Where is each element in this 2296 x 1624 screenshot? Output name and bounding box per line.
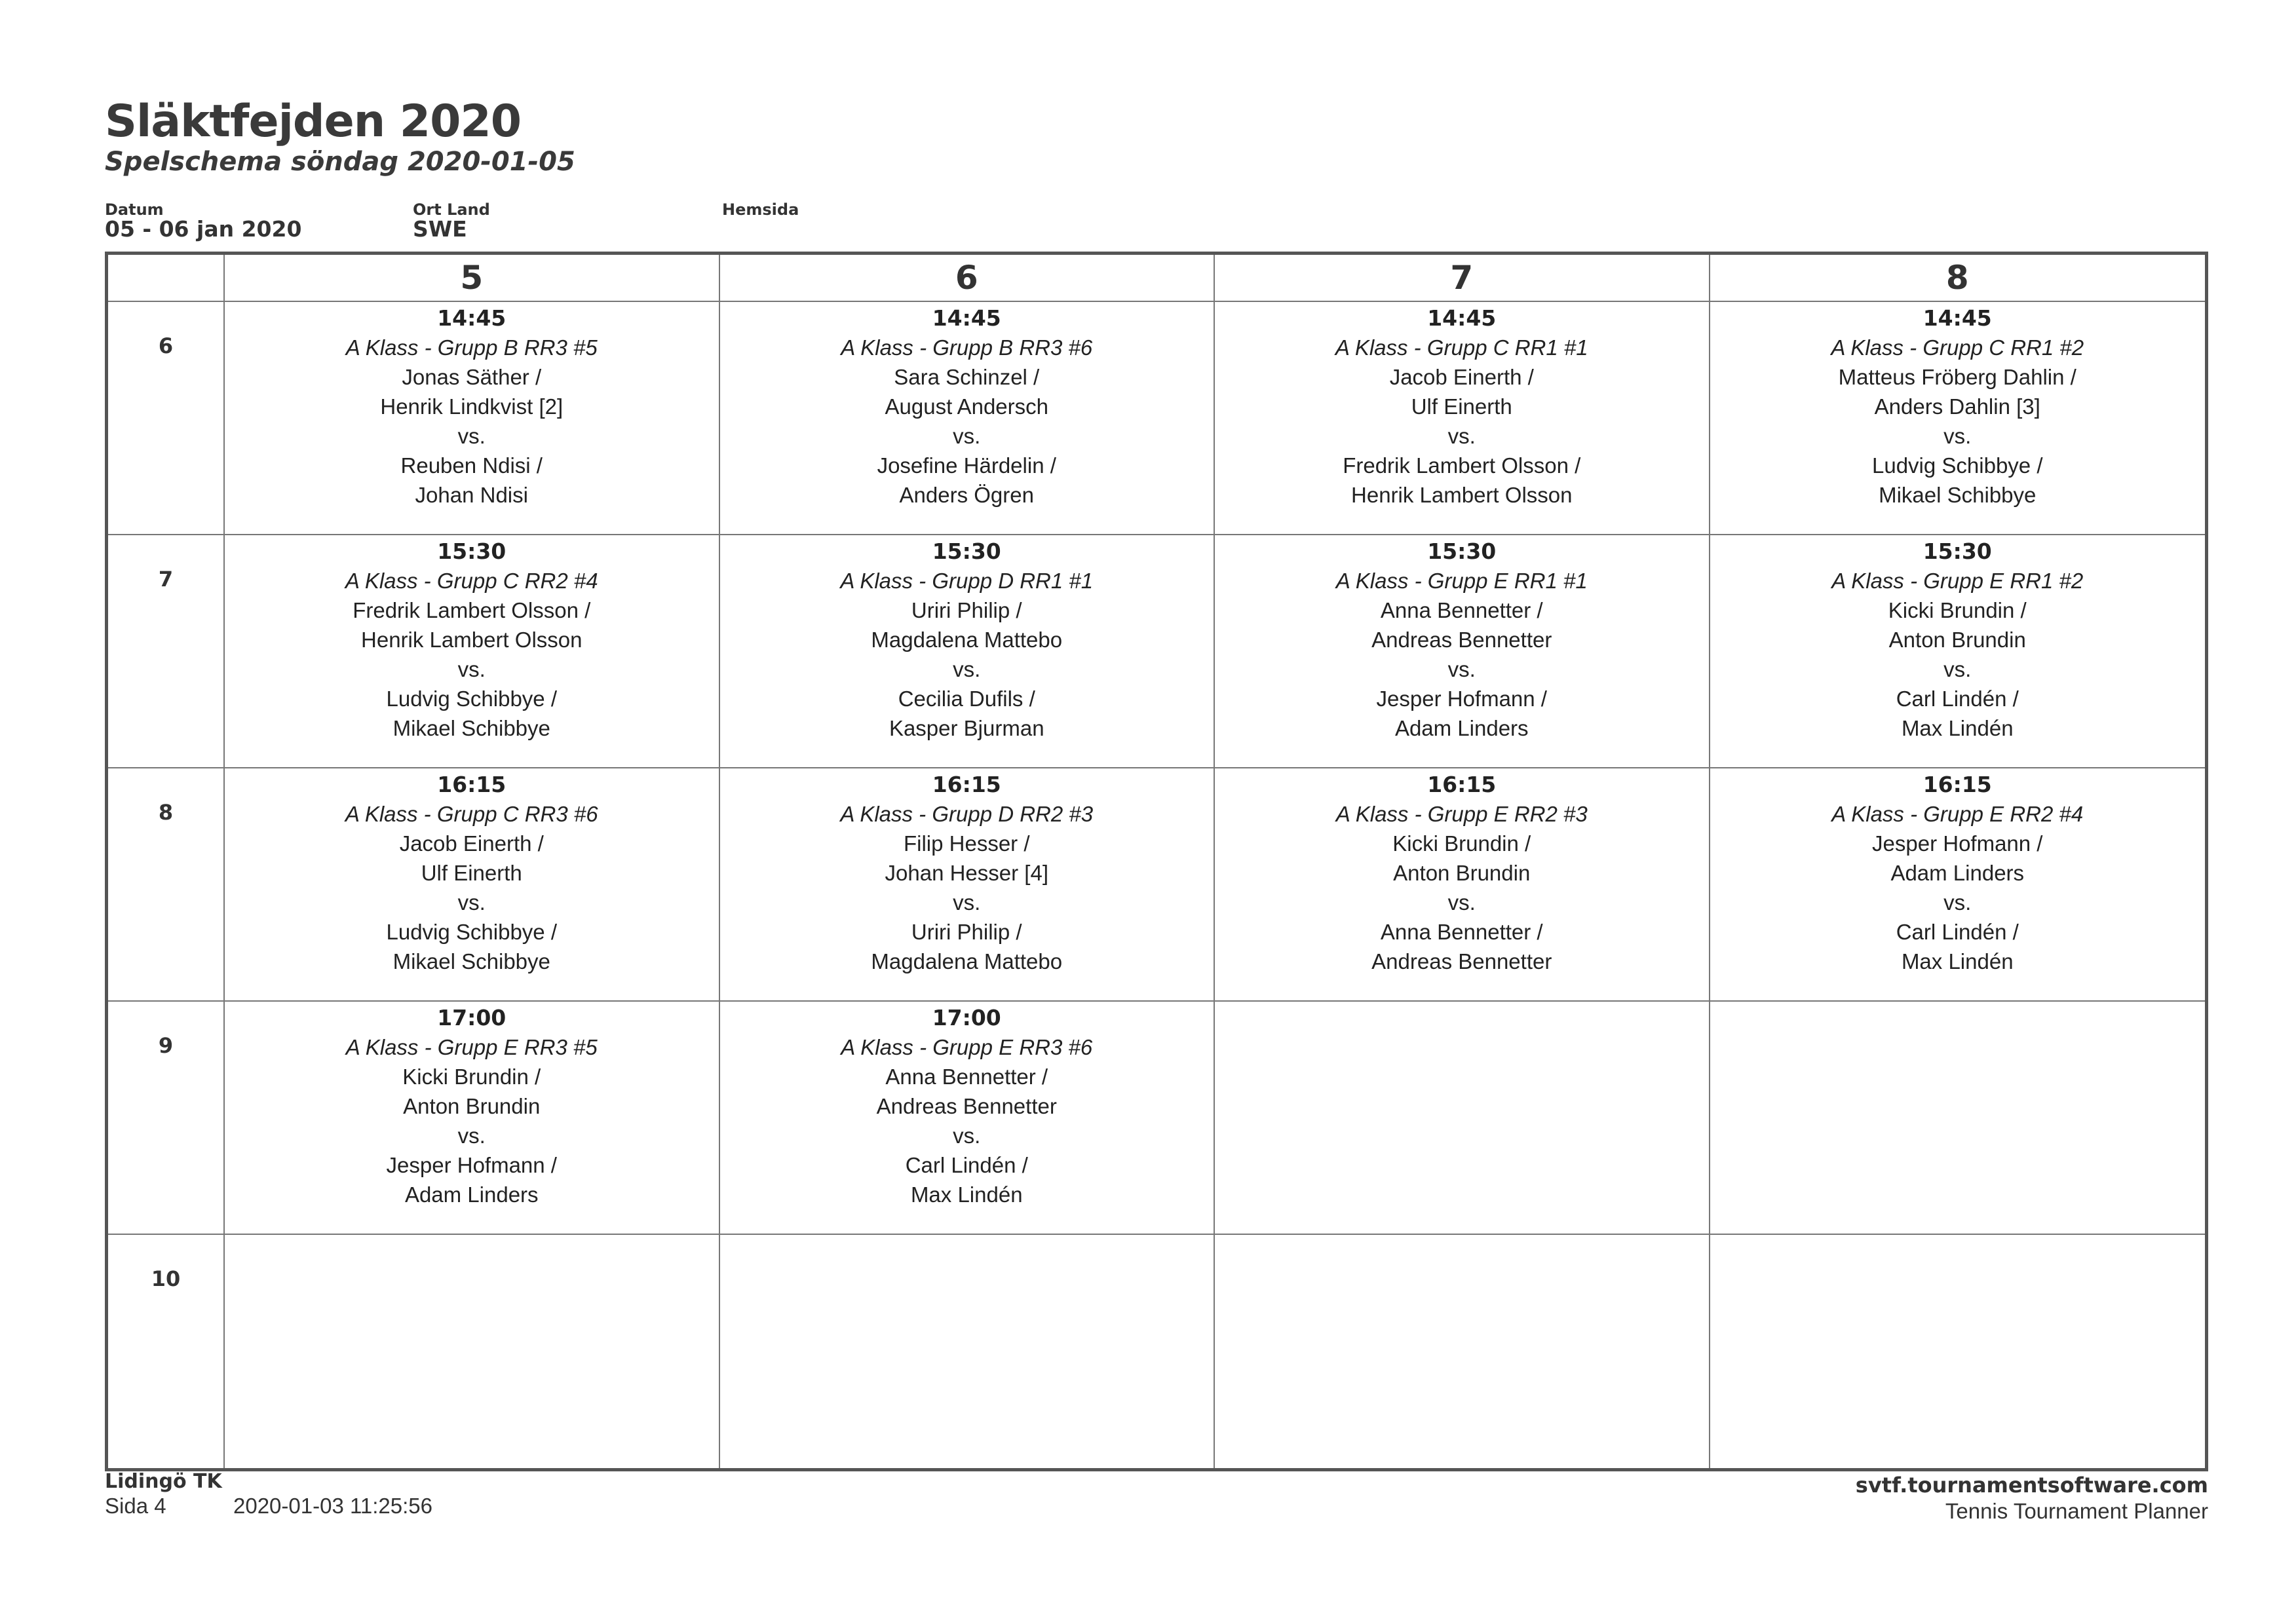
player-line: Magdalena Mattebo [871,949,1063,973]
match-group: A Klass - Grupp E RR1 #1 [1335,569,1588,593]
court-header: 6 [720,255,1215,302]
match-group: A Klass - Grupp E RR3 #6 [841,1035,1093,1059]
versus-label: vs. [1447,657,1476,681]
match-time: 14:45 [1923,305,1992,331]
player-line: Anna Bennetter / [1380,920,1543,944]
hemsida-label: Hemsida [722,200,799,219]
player-line: Anna Bennetter / [1380,598,1543,622]
player-line: Andreas Bennetter [1371,949,1552,973]
player-line: Anton Brundin [1393,861,1531,885]
player-line: Max Lindén [1901,949,2014,973]
match-group: A Klass - Grupp E RR1 #2 [1831,569,2084,593]
match-group: A Klass - Grupp C RR1 #2 [1831,335,2084,360]
match-cell [225,1002,720,1235]
player-line: Kicki Brundin / [1392,831,1531,856]
player-line: Johan Ndisi [415,483,528,507]
row-header: 7 [108,535,225,768]
player-line: Ludvig Schibbye / [1871,453,2043,478]
player-line: Jacob Einerth / [1389,365,1534,389]
versus-label: vs. [953,424,981,448]
court-header: 7 [1215,255,1710,302]
player-line: Ulf Einerth [421,861,522,885]
player-line: Adam Linders [404,1182,539,1207]
versus-label: vs. [457,890,486,915]
match-group: A Klass - Grupp B RR3 #5 [345,335,598,360]
match-cell [1710,535,2206,768]
player-line: Filip Hesser / [903,831,1030,856]
player-line: Fredrik Lambert Olsson / [353,598,591,622]
player-line: Adam Linders [1394,716,1529,740]
player-line: Anton Brundin [403,1094,541,1118]
player-line: Johan Hesser [4] [885,861,1048,885]
versus-label: vs. [1943,657,1972,681]
player-line: Josefine Härdelin / [877,453,1056,478]
versus-label: vs. [457,1124,486,1148]
player-line: Matteus Fröberg Dahlin / [1838,365,2076,389]
match-time: 16:15 [932,772,1001,797]
match-time: 15:30 [437,538,507,564]
player-line: Anton Brundin [1888,628,2026,652]
club-name: Lidingö TK [105,1470,222,1493]
court-header: 8 [1710,255,2206,302]
player-line: Mikael Schibbye [392,716,550,740]
player-line: Uriri Philip / [911,920,1022,944]
player-line: Kicki Brundin / [402,1065,541,1089]
match-time: 15:30 [1923,538,1992,564]
match-cell [1215,535,1710,768]
match-time: 15:30 [932,538,1001,564]
empty-cell [1710,1002,2206,1235]
player-line: Jesper Hofmann / [386,1153,557,1177]
match-cell [1710,302,2206,535]
player-line: Magdalena Mattebo [871,628,1063,652]
versus-label: vs. [457,424,486,448]
empty-cell [1215,1002,1710,1235]
product-name: Tennis Tournament Planner [1945,1499,2208,1523]
court-header: 5 [225,255,720,302]
match-group: A Klass - Grupp E RR3 #5 [345,1035,598,1059]
match-cell [720,302,1215,535]
match-group: A Klass - Grupp E RR2 #4 [1831,802,2084,826]
empty-cell [720,1235,1215,1468]
match-group: A Klass - Grupp C RR3 #6 [345,802,598,826]
player-line: Mikael Schibbye [392,949,550,973]
page-subtitle: Spelschema söndag 2020-01-05 [105,147,575,177]
match-cell [1215,302,1710,535]
player-line: Henrik Lambert Olsson [1351,483,1573,507]
match-cell [225,302,720,535]
player-line: Carl Lindén / [1896,687,2019,711]
player-line: Kicki Brundin / [1888,598,2027,622]
match-group: A Klass - Grupp B RR3 #6 [841,335,1093,360]
corner-cell [108,255,225,302]
row-header: 9 [108,1002,225,1235]
player-line: Anders Ögren [899,483,1034,507]
match-group: A Klass - Grupp D RR2 #3 [840,802,1094,826]
match-cell [1710,768,2206,1002]
match-cell [720,1002,1215,1235]
versus-label: vs. [1447,424,1476,448]
empty-cell [225,1235,720,1468]
match-cell [720,768,1215,1002]
player-line: Uriri Philip / [911,598,1022,622]
versus-label: vs. [1447,890,1476,915]
player-line: Adam Linders [1890,861,2025,885]
player-line: Sara Schinzel / [894,365,1040,389]
player-line: Jacob Einerth / [399,831,544,856]
match-group: A Klass - Grupp C RR1 #1 [1335,335,1588,360]
match-cell [225,768,720,1002]
site-url: svtf.tournamentsoftware.com [1855,1473,2208,1498]
match-time: 14:45 [437,305,507,331]
match-time: 14:45 [932,305,1001,331]
match-cell [1215,768,1710,1002]
print-timestamp: 2020-01-03 11:25:56 [233,1494,432,1518]
match-cell [720,535,1215,768]
player-line: Henrik Lambert Olsson [361,628,583,652]
versus-label: vs. [953,657,981,681]
player-line: Reuben Ndisi / [400,453,543,478]
match-time: 17:00 [932,1005,1001,1030]
ort-land-label: Ort Land [413,200,490,219]
player-line: Max Lindén [1901,716,2014,740]
player-line: Max Lindén [910,1182,1023,1207]
row-header: 6 [108,302,225,535]
row-header: 10 [108,1235,225,1468]
versus-label: vs. [1943,424,1972,448]
match-time: 17:00 [437,1005,507,1030]
player-line: Jesper Hofmann / [1872,831,2043,856]
player-line: Kasper Bjurman [889,716,1044,740]
player-line: Jonas Säther / [402,365,542,389]
match-time: 16:15 [1923,772,1992,797]
match-cell [225,535,720,768]
empty-cell [1710,1235,2206,1468]
player-line: Carl Lindén / [905,1153,1028,1177]
match-group: A Klass - Grupp D RR1 #1 [840,569,1094,593]
player-line: Anna Bennetter / [885,1065,1048,1089]
player-line: Jesper Hofmann / [1376,687,1547,711]
player-line: Henrik Lindkvist [2] [380,394,564,419]
versus-label: vs. [953,890,981,915]
player-line: Anders Dahlin [3] [1874,394,2040,419]
player-line: Carl Lindén / [1896,920,2019,944]
page-title: Släktfejden 2020 [105,96,522,147]
player-line: Ulf Einerth [1411,394,1512,419]
player-line: Ludvig Schibbye / [386,920,557,944]
match-group: A Klass - Grupp E RR2 #3 [1335,802,1588,826]
datum-value: 05 - 06 jan 2020 [105,216,302,242]
match-time: 16:15 [437,772,507,797]
match-group: A Klass - Grupp C RR2 #4 [345,569,598,593]
schedule-grid [105,252,2208,1471]
versus-label: vs. [1943,890,1972,915]
empty-cell [1215,1235,1710,1468]
player-line: Andreas Bennetter [876,1094,1057,1118]
ort-land-value: SWE [413,216,467,242]
player-line: Ludvig Schibbye / [386,687,557,711]
versus-label: vs. [457,657,486,681]
player-line: August Andersch [885,394,1048,419]
match-time: 15:30 [1427,538,1497,564]
player-line: Mikael Schibbye [1879,483,2037,507]
datum-label: Datum [105,200,164,219]
page-number: Sida 4 [105,1494,166,1518]
row-header: 8 [108,768,225,1002]
versus-label: vs. [953,1124,981,1148]
match-time: 16:15 [1427,772,1497,797]
match-time: 14:45 [1427,305,1497,331]
player-line: Fredrik Lambert Olsson / [1343,453,1581,478]
player-line: Andreas Bennetter [1371,628,1552,652]
player-line: Cecilia Dufils / [898,687,1035,711]
